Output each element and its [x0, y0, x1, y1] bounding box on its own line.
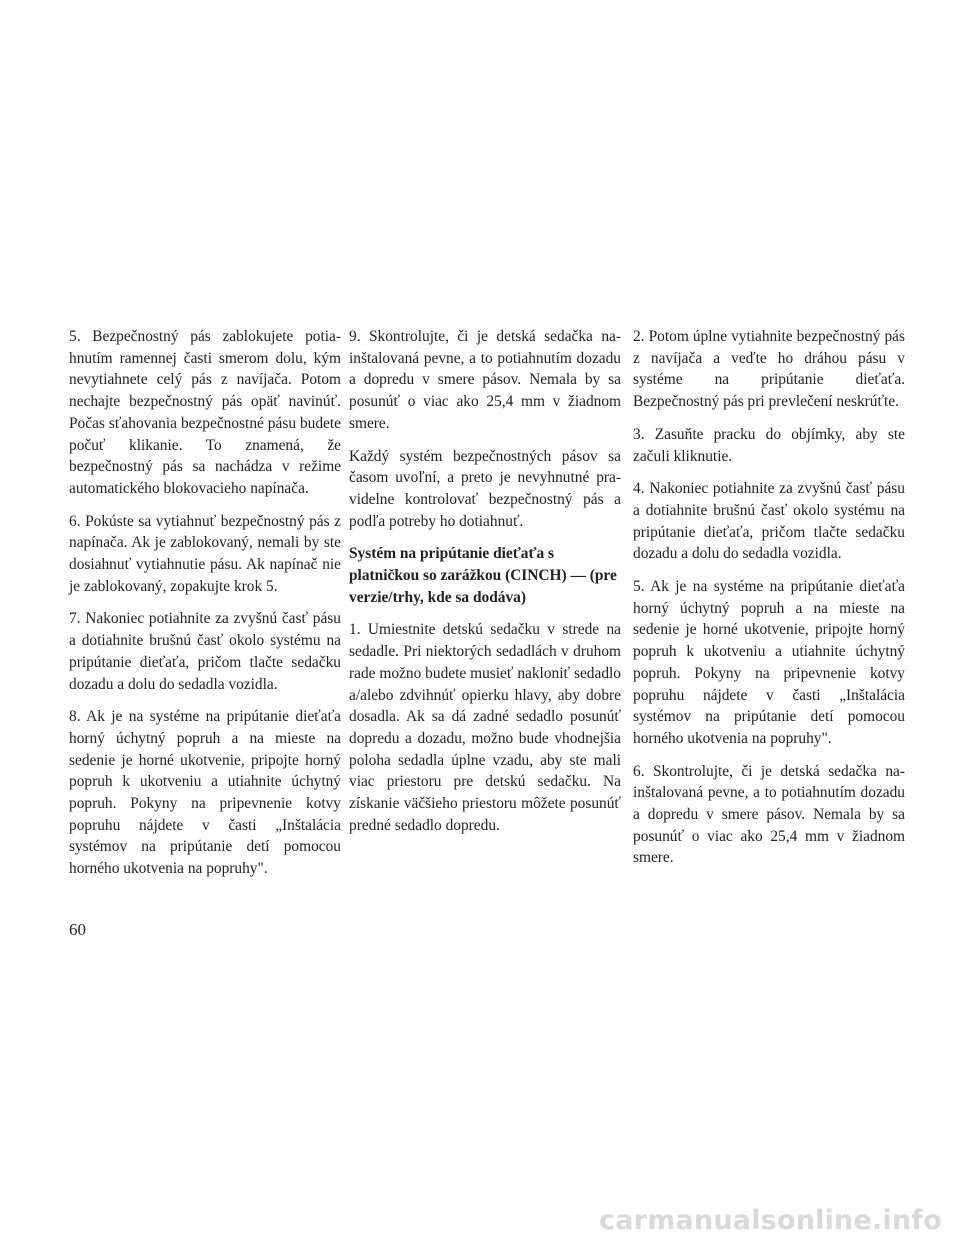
paragraph: 1. Umiestnite detskú sedačku v strede na sedadle. Pri niektorých sedadlách v druhom rade možno budete musieť nakloniť sedadlo a/alebo zdvihnúť opierku hlavy, aby dobre dosadla. Ak sa dá zadné sedadlo posunúť dopredu a dozadu, možno bude vhodnejšia poloha sedadla úplne vzadu, aby ste mali viac priestoru pre detskú sedačku. Na získanie väčšieho priestoru môžete posunúť predné sedadlo dopredu. — [349, 621, 621, 834]
paragraph: 2. Potom úplne vytiahnite bezpečnostný pás z navíjača a veďte ho dráhou pásu v systéme na pripútanie dieťaťa. Bezpečnostný pás pri prevlečení neskrúťte. — [633, 328, 905, 411]
text-column-right — [633, 326, 905, 880]
section-heading: Systém na pripútanie dieťaťa s platničkou so zarážkou (CINCH) — (pre verzie/trhy, kde sa dodáva) — [349, 545, 617, 606]
paragraph: 6. Pokúste sa vytiahnuť bezpečnostný pás z napínača. Ak je zablokovaný, nemali by ste dosiahnuť vytiahnutie pásu. Ak napínač nie je zablokovaný, zopakujte krok 5. — [69, 512, 341, 595]
page-number: 60 — [69, 920, 86, 939]
paragraph: 5. Ak je na systéme na pripútanie dieťaťa horný úchytný popruh a na mieste na sedenie je horné ukotvenie, pripojte horný popruh k ukotveniu a utiahnite úchytný popruh. Pokyny na pripevnenie kotvy popruhu nájdete v časti „Inštalácia systémov na pripútanie detí pomocou horného ukotvenia na popruhy". — [633, 578, 905, 747]
paragraph: 8. Ak je na systéme na pripútanie dieťaťa horný úchytný popruh a na mieste na sedenie je horné ukotvenie, pripojte horný popruh k ukotveniu a utiahnite úchytný popruh. Pokyny na pripevnenie kotvy popruhu nájdete v časti „Inštalácia systémov na pripútanie detí pomocou horného ukotvenia na popruhy". — [69, 708, 341, 878]
paragraph: 4. Nakoniec potiahnite za zvyšnú časť pásu a dotiahnite brušnú časť okolo systému na pripútanie dieťaťa, pričom tlačte sedačku dozadu a dolu do sedadla vozidla. — [633, 480, 905, 563]
paragraph: 6. Skontrolujte, či je detská sedačka nainštalovaná pevne, a to potiahnutím dozadu a dopredu v smere pásov. Nemala by sa posunúť o viac ako 25,4 mm v žiadnom smere. — [633, 762, 905, 867]
paragraph: 3. Zasuňte pracku do objímky, aby ste začuli kliknutie. — [633, 425, 905, 465]
text-column-left — [69, 326, 341, 891]
paragraph: Každý systém bezpečnostných pásov sa časom uvoľní, a preto je nevyhnutné pravidelne kontrolovať bezpečnostný pás a podľa potreby ho dotiahnuť. — [349, 447, 621, 530]
text-column-middle — [349, 326, 621, 847]
watermark: carmanualsonline.info — [599, 1205, 942, 1236]
paragraph: 9. Skontrolujte, či je detská sedačka nainštalovaná pevne, a to potiahnutím dozadu a dopredu v smere pásov. Nemala by sa posunúť o viac ako 25,4 mm v žiadnom smere. — [349, 328, 621, 432]
paragraph: 5. Bezpečnostný pás zablokujete potiahnutím ramennej časti smerom dolu, kým nevytiahnete celý pás z navíjača. Potom nechajte bezpečnostný pás opäť navinúť. Počas sťahovania bezpečnostné pásu budete počuť klikanie. To znamená, že bezpečnostný pás sa nachádza v režime automatického blokovacieho napínača. — [69, 328, 341, 497]
paragraph: 7. Nakoniec potiahnite za zvyšnú časť pásu a dotiahnite brušnú časť okolo systému na pripútanie dieťaťa, pričom tlačte sedačku dozadu a dolu do sedadla vozidla. — [69, 610, 341, 693]
